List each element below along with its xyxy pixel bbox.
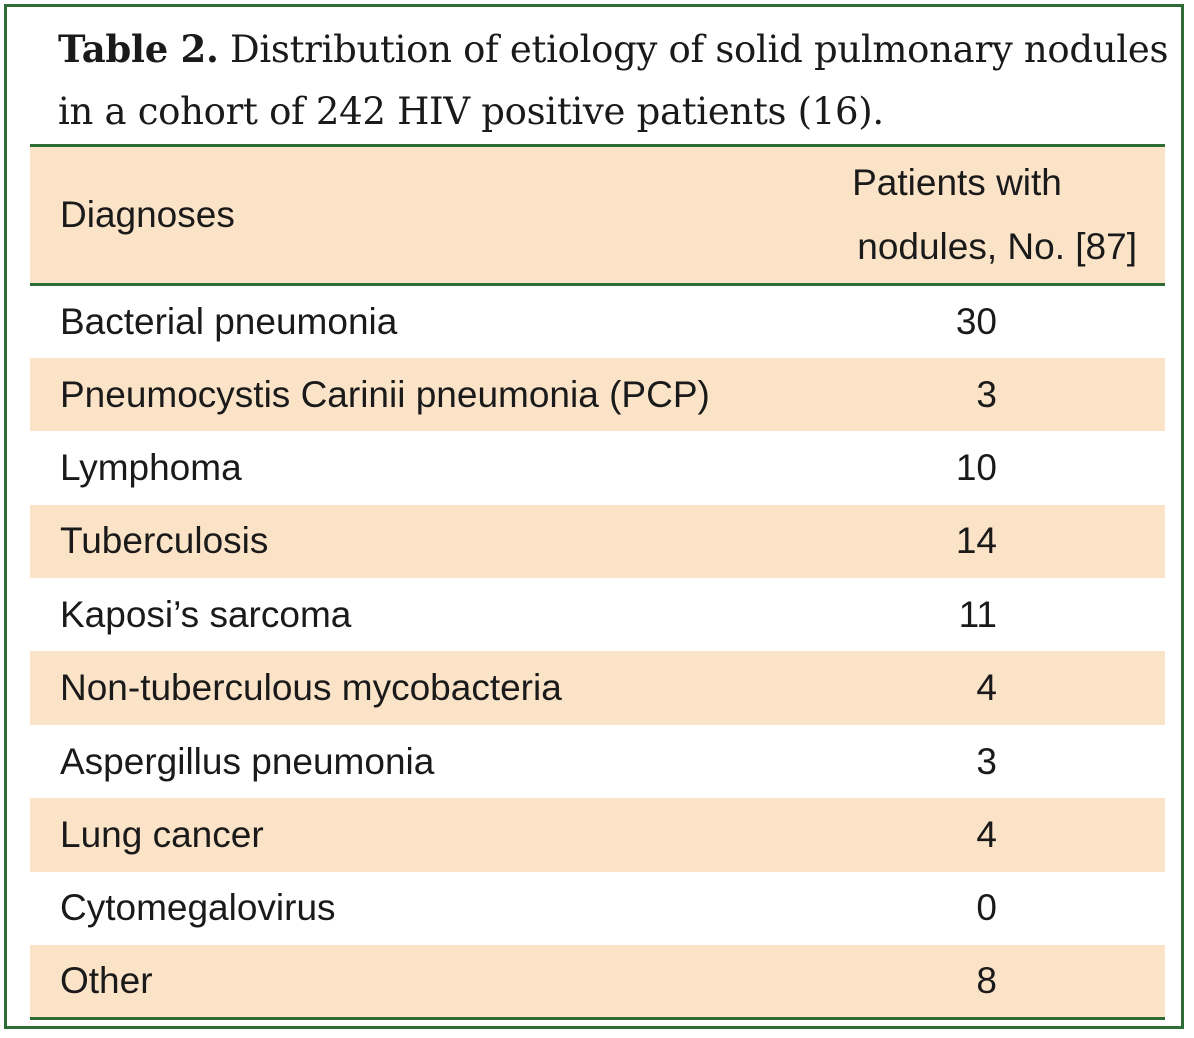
table-row: [30, 285, 1165, 358]
table-row: [30, 578, 1165, 651]
count-cell: 14: [955, 520, 997, 562]
diagnosis-cell: Aspergillus pneumonia: [60, 740, 435, 782]
caption-text: Distribution of etiology of solid pulmonary nodules in a cohort of 242 HIV positive patients (16).: [58, 28, 1169, 133]
header-row: [30, 146, 1165, 285]
table-row: [30, 725, 1165, 798]
etiology-table: [30, 144, 1165, 1020]
caption-label: Table 2.: [58, 27, 219, 71]
table-caption: [58, 18, 1173, 143]
table-row: [30, 505, 1165, 578]
header-patient-count: [737, 146, 1165, 285]
header-count-line2: nodules, No. [87]: [857, 226, 1137, 267]
diagnosis-cell: Cytomegalovirus: [60, 887, 336, 929]
diagnosis-cell: Kaposi’s sarcoma: [60, 593, 352, 635]
diagnosis-cell: Bacterial pneumonia: [60, 300, 398, 342]
count-cell: 3: [976, 373, 997, 415]
diagnosis-cell: Non-tuberculous mycobacteria: [60, 667, 562, 709]
diagnosis-cell: Other: [30, 945, 737, 1018]
table-container: [30, 144, 1165, 1020]
count-cell: 10: [955, 446, 997, 488]
count-cell: 4: [976, 667, 997, 709]
table-row: [30, 651, 1165, 724]
count-cell: 0: [976, 887, 997, 929]
diagnosis-cell: Lung cancer: [60, 813, 264, 855]
header-diagnoses: Diagnoses: [30, 146, 737, 285]
header-count-line1: Patients with: [852, 162, 1062, 203]
table-row: [30, 872, 1165, 945]
diagnosis-cell: Tuberculosis: [60, 520, 269, 562]
count-cell: 30: [955, 300, 997, 342]
count-cell: 3: [976, 740, 997, 782]
count-cell: 11: [958, 593, 997, 635]
table-row: [30, 945, 1165, 1018]
table-row: [30, 358, 1165, 431]
table-row: [30, 431, 1165, 504]
diagnosis-cell: Lymphoma: [60, 446, 242, 488]
diagnosis-cell: Pneumocystis Carinii pneumonia (PCP): [60, 373, 710, 415]
count-cell: 8: [737, 945, 1165, 1018]
count-cell: 4: [976, 813, 997, 855]
table-row: [30, 798, 1165, 871]
